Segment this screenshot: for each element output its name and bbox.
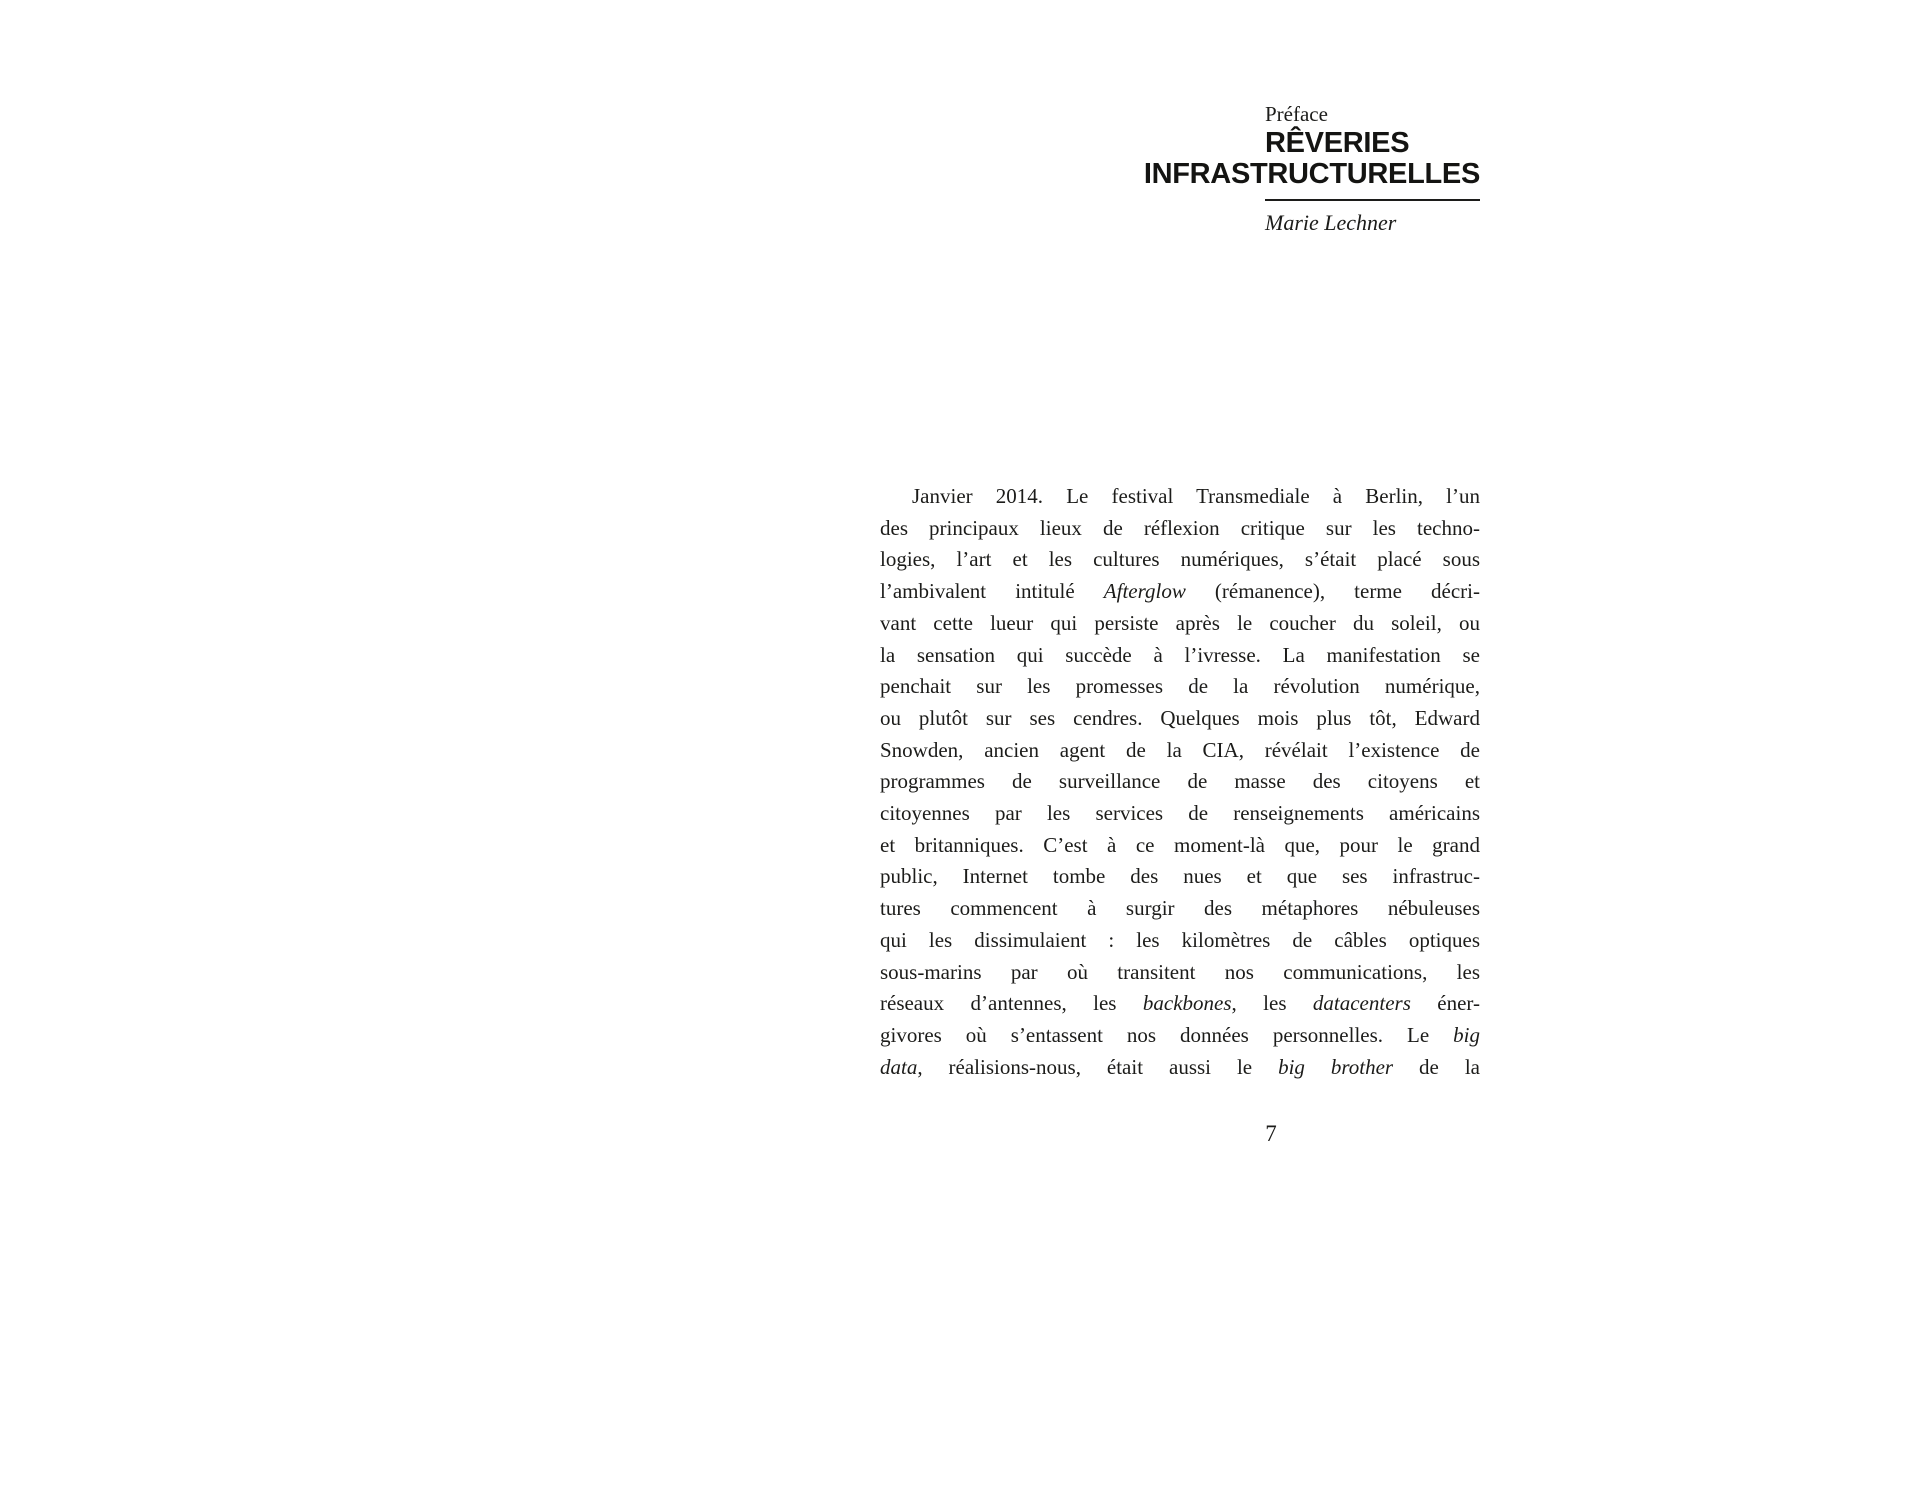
- body-line: [880, 830, 1480, 862]
- text-run: et britanniques. C’est à ce moment-là que, pour le grand: [880, 832, 1480, 857]
- text-run: public, Internet tombe des nues et que ses infrastruc-: [880, 864, 1480, 889]
- text-run: citoyennes par les services de renseignements américains: [880, 801, 1480, 826]
- body-text: [880, 481, 1480, 1083]
- chapter-title-line-1: RÊVERIES: [1265, 127, 1410, 159]
- body-line: [880, 544, 1480, 576]
- text-run: Snowden, ancien agent de la CIA, révélait l’existence de: [880, 737, 1480, 762]
- text-run: ou plutôt sur ses cendres. Quelques mois plus tôt, Edward: [880, 705, 1480, 730]
- body-line: [880, 988, 1480, 1020]
- italic-text-run: big: [1453, 1022, 1480, 1047]
- preface-header: [1143, 101, 1480, 237]
- italic-text-run: backbones: [1142, 991, 1232, 1016]
- body-line: [880, 798, 1480, 830]
- body-line: [880, 513, 1480, 545]
- body-line: [880, 893, 1480, 925]
- body-line: [880, 671, 1480, 703]
- text-run: logies, l’art et les cultures numériques, s’était placé sous: [880, 547, 1480, 572]
- italic-text-run: datacenters: [1312, 991, 1411, 1016]
- author-name: Marie Lechner: [1265, 210, 1397, 235]
- body-line: [880, 957, 1480, 989]
- text-run: vant cette lueur qui persiste après le coucher du soleil, ou: [880, 610, 1480, 635]
- italic-text-run: data: [880, 1054, 918, 1079]
- text-run: programmes de surveillance de masse des citoyens et: [880, 769, 1480, 794]
- text-run: réseaux d’antennes, les: [880, 991, 1143, 1016]
- italic-text-run: Afterglow: [1103, 579, 1186, 604]
- body-line: [880, 481, 1480, 513]
- text-run: , réalisions-nous, était aussi le: [917, 1054, 1279, 1079]
- section-kicker: Préface: [1265, 102, 1328, 126]
- text-run: (rémanence), terme décri-: [1185, 579, 1481, 604]
- text-run: , les: [1231, 991, 1313, 1016]
- body-line: [880, 576, 1480, 608]
- text-run: givores où s’entassent nos données personnelles. Le: [880, 1022, 1454, 1047]
- text-run: éner-: [1410, 991, 1480, 1016]
- text-run: la sensation qui succède à l’ivresse. La manifestation se: [880, 642, 1480, 667]
- text-run: l’ambivalent intitulé: [880, 579, 1104, 604]
- body-line: [880, 640, 1480, 672]
- body-line: [880, 766, 1480, 798]
- title-rule: [1265, 199, 1480, 201]
- text-run: qui les dissimulaient : les kilomètres de câbles optiques: [880, 927, 1480, 952]
- body-line: [880, 1020, 1480, 1052]
- text-run: Janvier 2014. Le festival Transmediale à Berlin, l’un: [912, 484, 1480, 508]
- body-line: [880, 703, 1480, 735]
- text-run: penchait sur les promesses de la révolution numérique,: [880, 674, 1480, 699]
- body-line: [880, 735, 1480, 767]
- italic-text-run: big brother: [1278, 1054, 1394, 1079]
- page-number: 7: [1265, 1121, 1277, 1146]
- text-run: de la: [1393, 1054, 1480, 1079]
- body-line: [880, 925, 1480, 957]
- text-run: des principaux lieux de réflexion critique sur les techno-: [880, 515, 1480, 540]
- chapter-title-line-2: INFRASTRUCTURELLES: [1143, 158, 1480, 190]
- body-line: [880, 608, 1480, 640]
- text-run: tures commencent à surgir des métaphores nébuleuses: [880, 896, 1480, 921]
- body-line: [880, 1052, 1480, 1084]
- text-run: sous-marins par où transitent nos communications, les: [880, 959, 1480, 984]
- body-line: [880, 861, 1480, 893]
